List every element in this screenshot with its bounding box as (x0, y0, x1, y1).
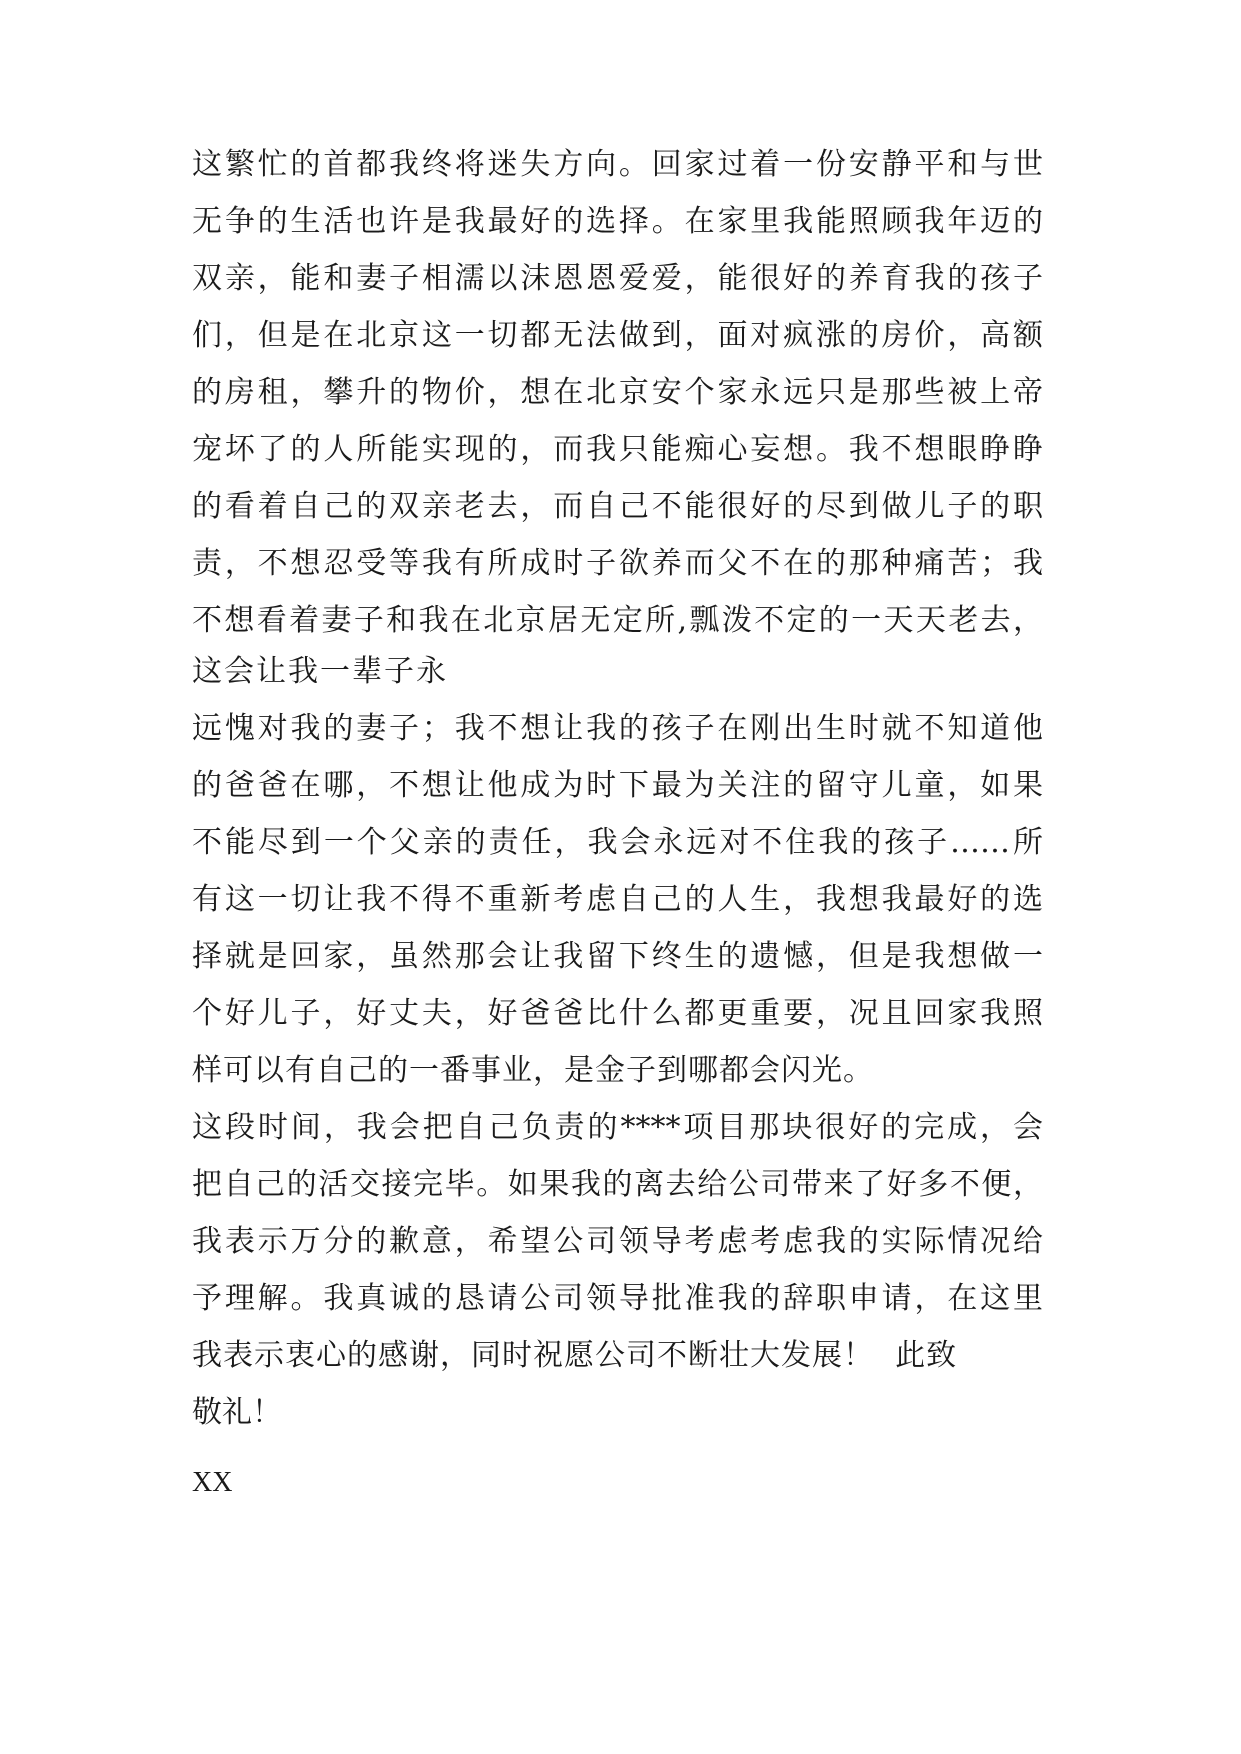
text-line: 的爸爸在哪，不想让他成为时下最为关注的留守儿童，如果 (192, 768, 1043, 803)
closing-salutation: 敬礼！ (192, 1395, 282, 1430)
signature: XX (192, 1467, 233, 1498)
text-line: 这段时间，我会把自己负责的****项目那块很好的完成，会 (192, 1110, 1043, 1145)
text-line: 择就是回家，虽然那会让我留下终生的遗憾，但是我想做一 (192, 939, 1043, 974)
text-line: 不想看着妻子和我在北京居无定所,瓢泼不定的一天天老去， (192, 603, 1043, 638)
text-line: 我表示衷心的感谢，同时祝愿公司不断壮大发展！ 此致 (192, 1338, 958, 1373)
text-line: 远愧对我的妻子；我不想让我的孩子在刚出生时就不知道他 (192, 711, 1043, 746)
text-line: 的房租，攀升的物价，想在北京安个家永远只是那些被上帝 (192, 375, 1043, 410)
text-line: 双亲，能和妻子相濡以沫恩恩爱爱，能很好的养育我的孩子 (192, 261, 1043, 296)
text-line: 不能尽到一个父亲的责任，我会永远对不住我的孩子……所 (192, 825, 1043, 860)
text-line: 我表示万分的歉意，希望公司领导考虑考虑我的实际情况给 (192, 1224, 1043, 1259)
text-line: 这会让我一辈子永 (192, 654, 448, 689)
text-line: 予理解。我真诚的恳请公司领导批准我的辞职申请，在这里 (192, 1281, 1043, 1316)
text-line: 责，不想忍受等我有所成时子欲养而父不在的那种痛苦；我 (192, 546, 1043, 581)
text-line: 样可以有自己的一番事业，是金子到哪都会闪光。 (192, 1053, 874, 1088)
text-line: 把自己的活交接完毕。如果我的离去给公司带来了好多不便， (192, 1167, 1043, 1202)
text-line: 的看着自己的双亲老去，而自己不能很好的尽到做儿子的职 (192, 489, 1043, 524)
text-line: 宠坏了的人所能实现的，而我只能痴心妄想。我不想眼睁睁 (192, 432, 1043, 467)
text-line: 这繁忙的首都我终将迷失方向。回家过着一份安静平和与世 (192, 147, 1043, 182)
text-line: 有这一切让我不得不重新考虑自己的人生，我想我最好的选 (192, 882, 1043, 917)
text-line: 们，但是在北京这一切都无法做到，面对疯涨的房价，高额 (192, 318, 1043, 353)
text-line: 个好儿子，好丈夫，好爸爸比什么都更重要，况且回家我照 (192, 996, 1043, 1031)
text-line: 无争的生活也许是我最好的选择。在家里我能照顾我年迈的 (192, 204, 1043, 239)
